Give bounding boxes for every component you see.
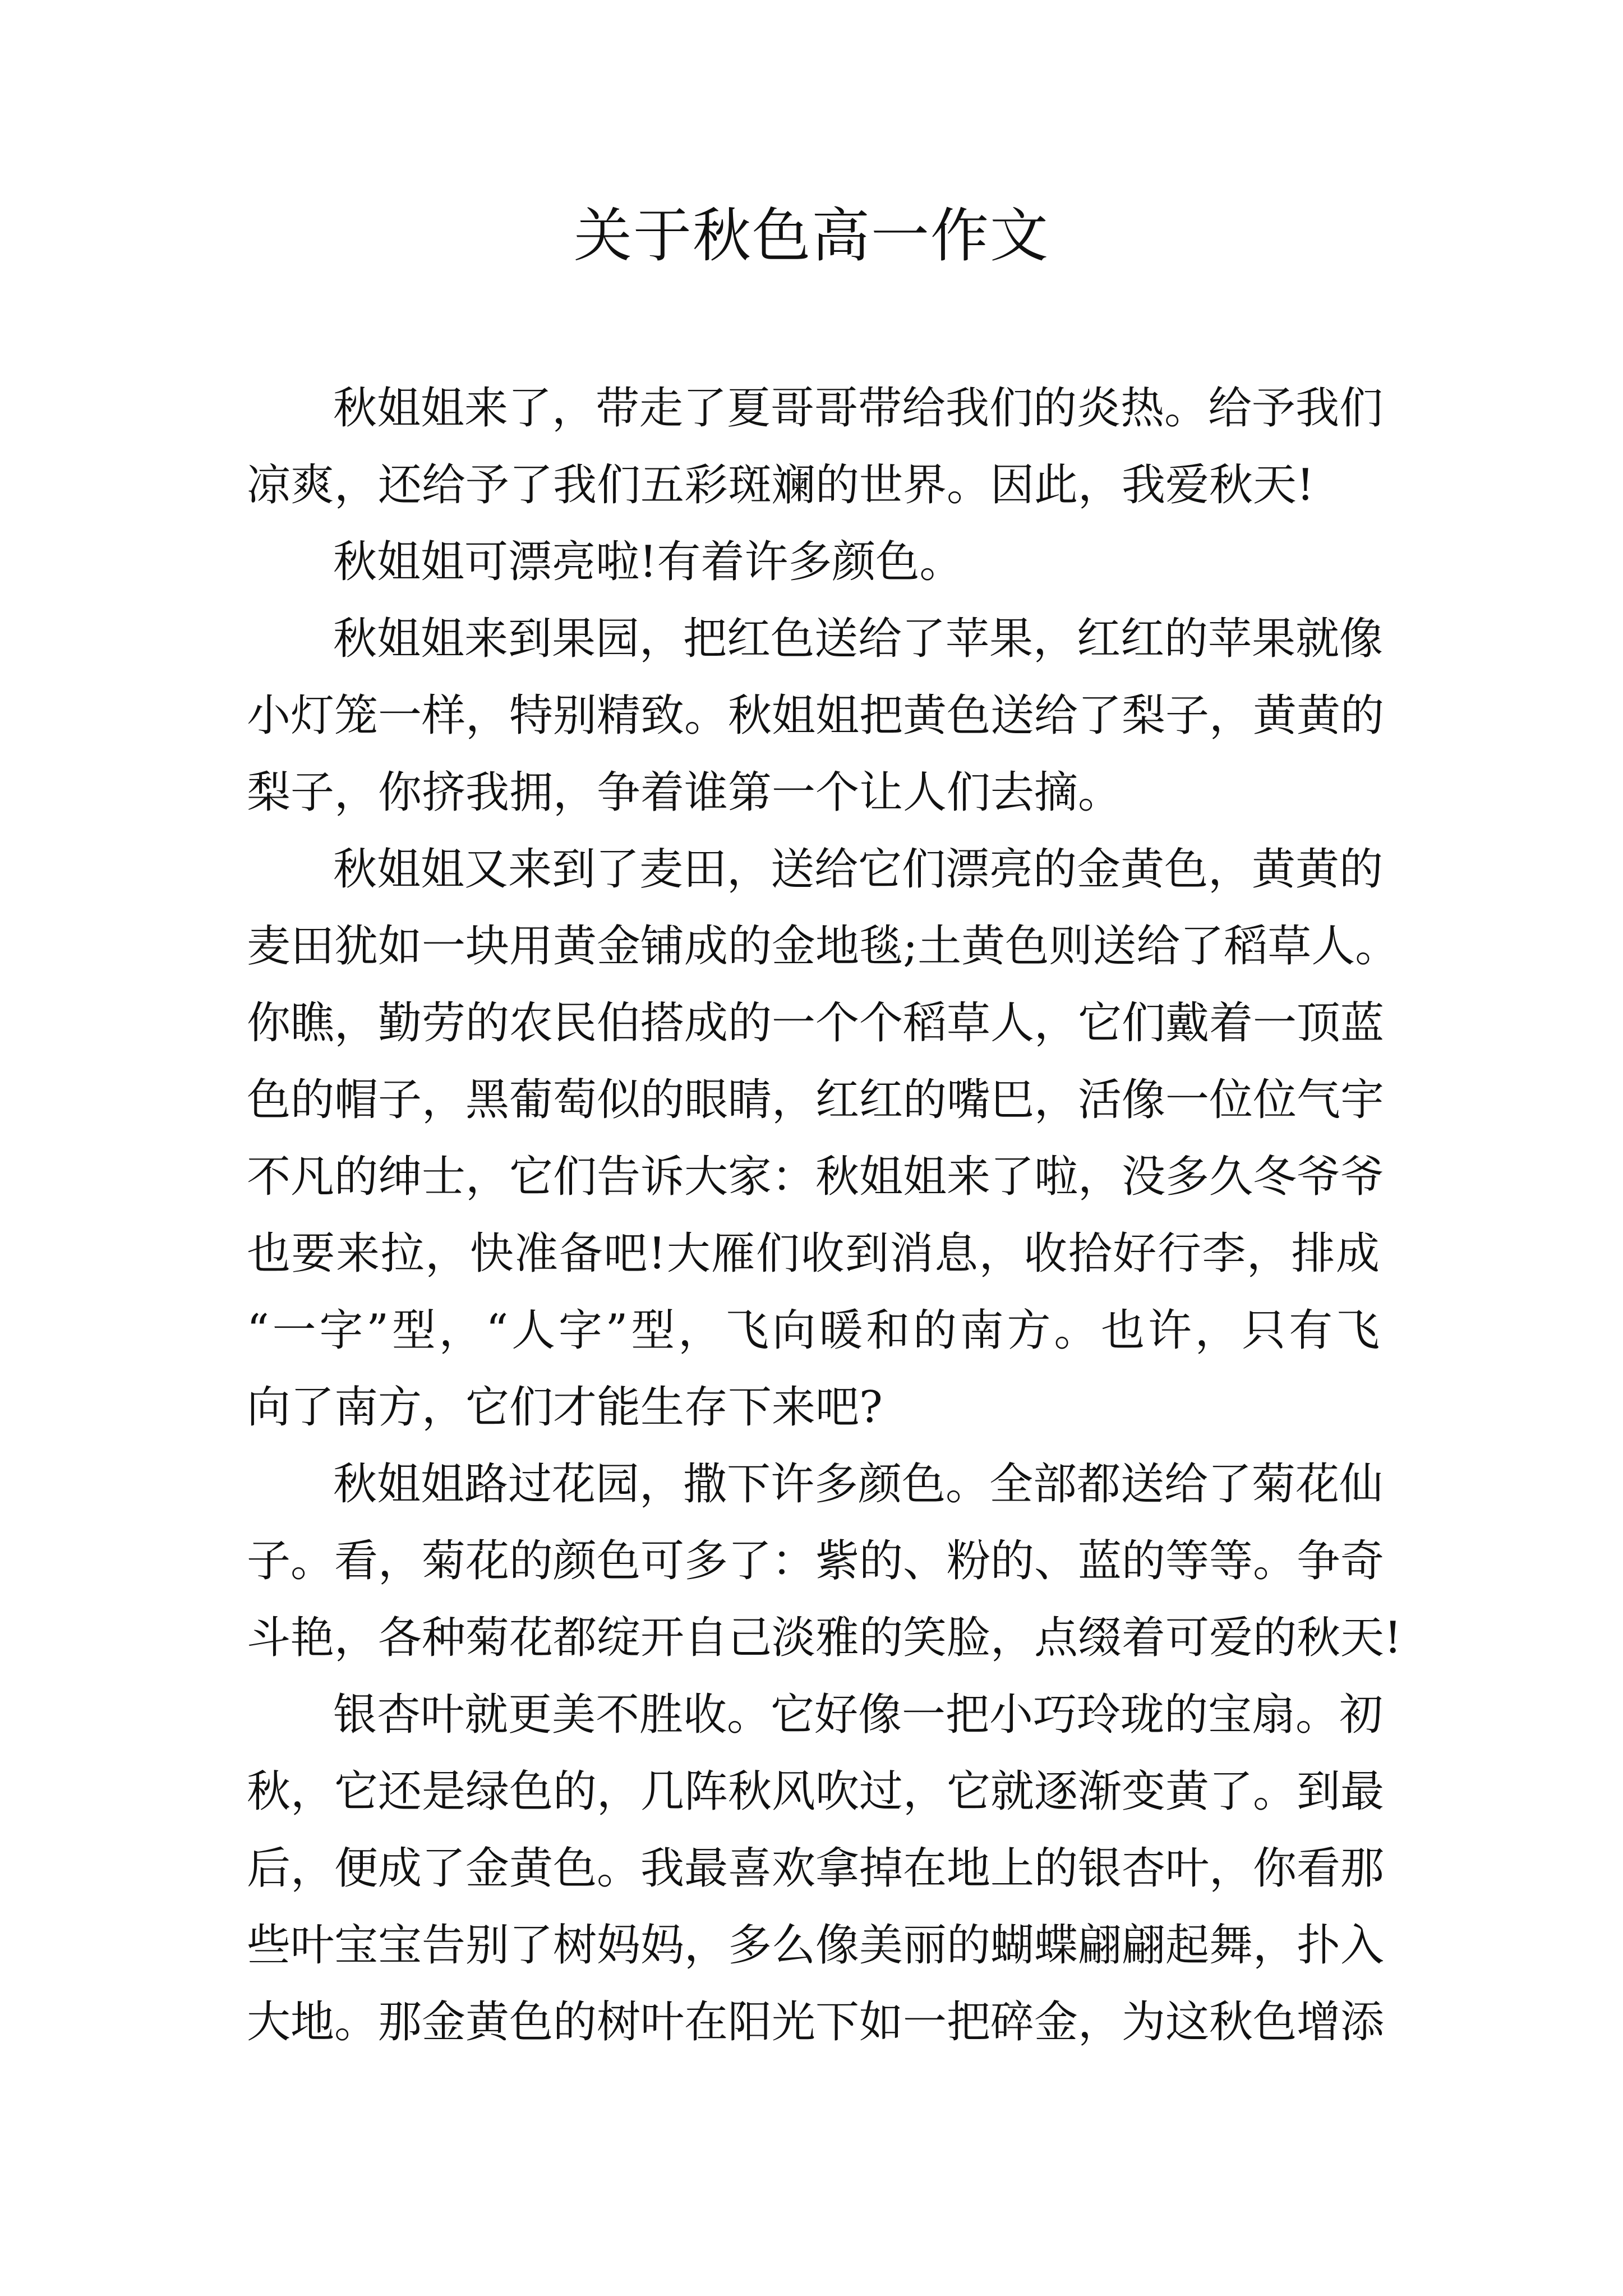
text-line: 些叶宝宝告别了树妈妈，多么像美丽的蝴蝶翩翩起舞，扑入	[247, 1920, 1385, 1971]
text-line: 也要来拉，快准备吧!大雁们收到消息，收拾好行李，排成	[247, 1228, 1380, 1279]
text-line: 秋姐姐路过花园，撒下许多颜色。全部都送给了菊花仙	[333, 1459, 1384, 1510]
text-line: 秋，它还是绿色的，几阵秋风吹过，它就逐渐变黄了。到最	[247, 1766, 1385, 1817]
text-line: 梨子，你挤我拥，争着谁第一个让人们去摘。	[247, 767, 1122, 818]
text-line: 斗艳，各种菊花都绽开自己淡雅的笑脸，点缀着可爱的秋天!	[247, 1613, 1402, 1663]
text-line: 后，便成了金黄色。我最喜欢拿掉在地上的银杏叶，你看那	[247, 1843, 1385, 1894]
text-line: 银杏叶就更美不胜收。它好像一把小巧玲珑的宝扇。初	[333, 1690, 1384, 1740]
text-line: 秋姐姐来了，带走了夏哥哥带给我们的炎热。给予我们	[333, 383, 1384, 434]
text-line: 秋姐姐可漂亮啦!有着许多颜色。	[333, 537, 963, 587]
text-line: 凉爽，还给予了我们五彩斑斓的世界。因此，我爱秋天!	[247, 460, 1315, 510]
text-line: 不凡的绅士，它们告诉大家：秋姐姐来了啦，没多久冬爷爷	[247, 1152, 1385, 1202]
text-line: 秋姐姐来到果园，把红色送给了苹果，红红的苹果就像	[333, 614, 1384, 664]
text-line: 大地。那金黄色的树叶在阳光下如一把碎金，为这秋色增添	[247, 1997, 1385, 2047]
text-line: 麦田犹如一块用黄金铺成的金地毯;土黄色则送给了稻草人。	[247, 921, 1399, 972]
document-body	[247, 370, 1402, 2061]
document-title: 关于秋色高一作文	[573, 201, 1049, 270]
text-line: 向了南方，它们才能生存下来吧?	[247, 1382, 883, 1433]
text-line: 色的帽子，黑葡萄似的眼睛，红红的嘴巴，活像一位位气宇	[247, 1075, 1385, 1125]
text-line: 子。看，菊花的颜色可多了：紫的、粉的、蓝的等等。争奇	[247, 1536, 1385, 1586]
text-line: 小灯笼一样，特别精致。秋姐姐把黄色送给了梨子，黄黄的	[247, 691, 1385, 741]
text-line: 秋姐姐又来到了麦田，送给它们漂亮的金黄色，黄黄的	[333, 844, 1384, 895]
text-line: “一字”型，“人字”型，飞向暖和的南方。也许，只有飞	[247, 1305, 1380, 1356]
text-line: 你瞧，勤劳的农民伯搭成的一个个稻草人，它们戴着一顶蓝	[247, 998, 1385, 1048]
